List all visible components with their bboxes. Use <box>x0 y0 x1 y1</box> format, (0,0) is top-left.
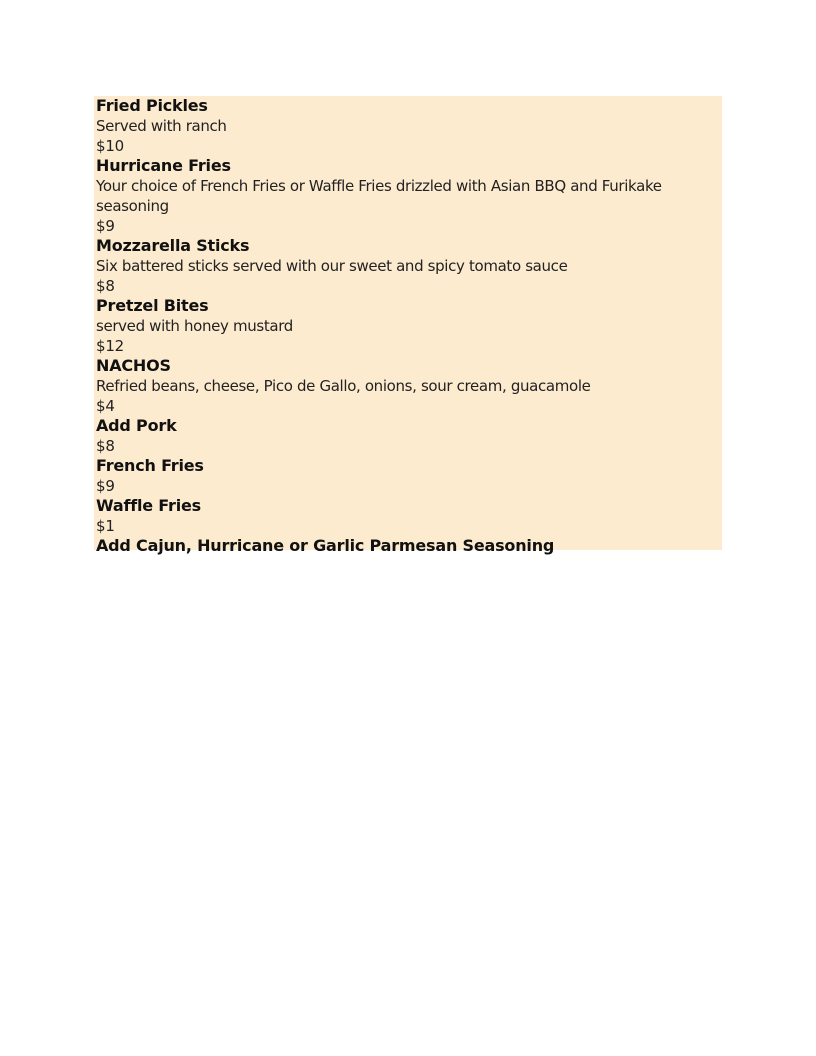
item-description: Your choice of French Fries or Waffle Fries drizzled with Asian BBQ and Furikake seasoning <box>96 177 662 215</box>
item-name: Hurricane Fries <box>96 156 231 175</box>
item-price: $10 <box>96 137 125 155</box>
menu-item-fried-pickles <box>96 96 722 156</box>
menu-panel <box>94 96 722 555</box>
item-name: Add Pork <box>96 416 177 435</box>
item-price: $4 <box>96 397 115 415</box>
item-price: $8 <box>96 437 115 455</box>
item-price: $8 <box>96 277 115 295</box>
item-name: Add Cajun, Hurricane or Garlic Parmesan Seasoning <box>96 536 555 555</box>
item-description: Refried beans, cheese, Pico de Gallo, onions, sour cream, guacamole <box>96 377 591 395</box>
menu-item-mozzarella-sticks <box>96 236 722 296</box>
item-name: Mozzarella Sticks <box>96 236 250 255</box>
menu-item-hurricane-fries <box>96 156 722 236</box>
item-price: $12 <box>96 337 125 355</box>
menu-item-add-pork <box>96 416 722 456</box>
menu-item-nachos <box>96 356 722 416</box>
item-name: Pretzel Bites <box>96 296 209 315</box>
menu-item-waffle-fries <box>96 496 722 536</box>
item-name: Fried Pickles <box>96 96 208 115</box>
item-price: $9 <box>96 217 115 235</box>
item-name: Waffle Fries <box>96 496 201 515</box>
menu-item-pretzel-bites <box>96 296 722 356</box>
item-name: French Fries <box>96 456 204 475</box>
item-description: served with honey mustard <box>96 317 293 335</box>
item-description: Six battered sticks served with our sweet and spicy tomato sauce <box>96 257 568 275</box>
menu-item-french-fries <box>96 456 722 496</box>
item-name: NACHOS <box>96 356 171 375</box>
item-price: $1 <box>96 517 115 535</box>
item-price: $9 <box>96 477 115 495</box>
menu-item-add-seasoning <box>96 536 722 556</box>
item-description: Served with ranch <box>96 117 227 135</box>
